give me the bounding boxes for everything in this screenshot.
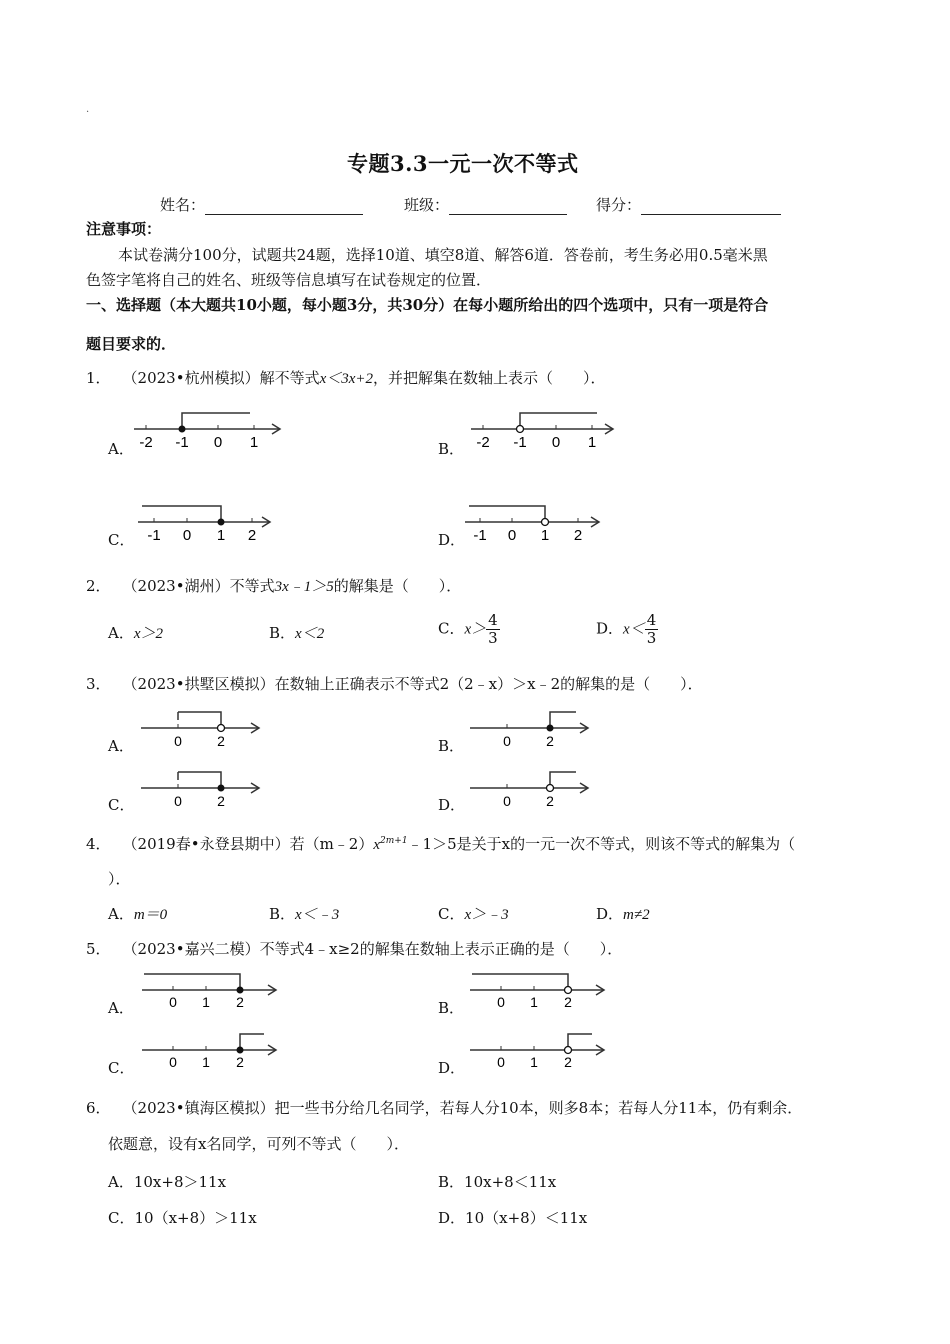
- option-text: x＞2: [133, 626, 164, 642]
- q1-num: 1．: [86, 369, 111, 387]
- tick-label: -1: [473, 527, 487, 543]
- tick-label: -1: [513, 434, 527, 450]
- q5-option-a-label[interactable]: A．: [108, 999, 134, 1017]
- q1-option-d-numberline[interactable]: [461, 498, 611, 543]
- tick-label: -2: [139, 434, 153, 450]
- q2-tail: 的解集是（ ）．: [333, 577, 462, 595]
- q5-tail: 的解集在数轴上表示正确的是（ ）．: [359, 940, 623, 958]
- q3-num: 3．: [86, 675, 111, 693]
- option-label: B．: [269, 624, 296, 642]
- q5-option-d-label[interactable]: D．: [438, 1059, 466, 1077]
- q2-option-b[interactable]: [269, 622, 324, 643]
- question-4-stem: [86, 831, 795, 855]
- q3-option-a-label[interactable]: A．: [108, 737, 134, 755]
- option-label: A．: [108, 624, 134, 642]
- q4-num: 4．: [86, 835, 111, 853]
- tick-label: 0: [169, 994, 177, 1010]
- q5-option-a-numberline[interactable]: [138, 966, 283, 1010]
- q4-option-a[interactable]: [108, 903, 167, 924]
- section-heading-line-2: 题目要求的．: [86, 335, 177, 353]
- tick-label: 0: [169, 1054, 177, 1070]
- name-blank[interactable]: [205, 198, 363, 215]
- question-3-stem: [86, 674, 703, 694]
- q1-option-c-numberline[interactable]: [134, 498, 284, 543]
- q3-option-b-numberline[interactable]: [466, 706, 596, 750]
- tick-label: 2: [564, 994, 572, 1010]
- tick-label: -2: [476, 434, 490, 450]
- q3-inequality: 2（2﹣x）＞x﹣2: [439, 675, 561, 693]
- q4-source: （2019春•永登县期中）若（m﹣2）: [122, 835, 374, 853]
- notes-line-2: 色签字笔将自己的姓名、班级等信息填写在试卷规定的位置．: [86, 271, 492, 289]
- option-text: x＜2: [295, 626, 325, 642]
- option-label: D．: [438, 1209, 466, 1227]
- q3-option-d-label[interactable]: D．: [438, 796, 466, 814]
- tick-label: 2: [573, 527, 583, 543]
- q2-num: 2．: [86, 577, 111, 595]
- option-label: C．: [438, 619, 465, 638]
- q4-exponent: 2m+1: [380, 836, 408, 846]
- tick-label: 0: [503, 793, 511, 809]
- tick-label: 2: [217, 793, 225, 809]
- q6-option-b[interactable]: [438, 1171, 556, 1192]
- q2-option-c[interactable]: [438, 612, 500, 647]
- tick-label: 1: [216, 527, 226, 543]
- tick-label: 0: [182, 527, 192, 543]
- class-field[interactable]: [404, 194, 567, 215]
- section-heading-line-1: 一、选择题（本大题共10小题，每小题3分，共30分）在每小题所给出的四个选项中，只有一项是符合: [86, 296, 769, 314]
- q4-stem-end: ）．: [108, 870, 131, 888]
- q2-inequality: 3x﹣1＞5: [274, 579, 334, 595]
- page-title: 专题3.3一元一次不等式: [347, 151, 579, 176]
- q6-num: 6．: [86, 1099, 111, 1117]
- question-5-stem: [86, 939, 622, 959]
- option-text: x＞﹣3: [464, 907, 509, 923]
- q5-source: （2023•嘉兴二模）不等式: [122, 940, 305, 958]
- option-text: 10（x+8）＜11x: [465, 1209, 588, 1227]
- tick-label: 2: [546, 733, 554, 749]
- q4-option-c[interactable]: [438, 903, 509, 924]
- tick-label: 1: [587, 434, 597, 450]
- q6-line-2: 依题意，设有x名同学，可列不等式（ ）．: [108, 1135, 409, 1153]
- q6-option-a[interactable]: [108, 1171, 226, 1192]
- q1-inequality: x＜3x+2: [319, 371, 374, 387]
- option-text: 10（x+8）＞11x: [134, 1209, 257, 1227]
- option-text: x＞: [464, 621, 487, 638]
- name-label: 姓名：: [160, 196, 206, 214]
- q3-option-c-label[interactable]: C．: [108, 796, 135, 814]
- tick-label: 2: [546, 793, 554, 809]
- q4-base: x: [373, 837, 381, 853]
- tick-label: 1: [202, 994, 210, 1010]
- q4-option-d[interactable]: [596, 903, 650, 924]
- option-label: C．: [108, 1209, 135, 1227]
- q3-source: （2023•拱墅区模拟）在数轴上正确表示不等式: [122, 675, 440, 693]
- tick-label: 2: [564, 1054, 572, 1070]
- q5-option-c-numberline[interactable]: [138, 1026, 283, 1070]
- tick-label: 2: [217, 733, 225, 749]
- q5-option-d-numberline[interactable]: [466, 1026, 611, 1070]
- tick-label: 0: [507, 527, 517, 543]
- tick-label: 0: [551, 434, 561, 450]
- tick-label: 1: [202, 1054, 210, 1070]
- q6-line-1: （2023•镇海区模拟）把一些书分给几名同学，若每人分10本，则多8本；若每人分11本，仍有剩余．: [122, 1099, 803, 1117]
- q5-num: 5．: [86, 940, 111, 958]
- option-text: m＝0: [133, 907, 168, 923]
- score-blank[interactable]: [641, 198, 781, 215]
- q2-source: （2023•湖州）不等式: [122, 577, 275, 595]
- q3-option-d-numberline[interactable]: [466, 766, 596, 810]
- q2-option-d[interactable]: [596, 612, 658, 647]
- tick-label: -1: [175, 434, 189, 450]
- q2-option-a[interactable]: [108, 622, 163, 643]
- option-label: A．: [108, 905, 134, 923]
- option-text: x＜﹣3: [295, 907, 340, 923]
- tick-label: 0: [174, 733, 182, 749]
- q1-option-d-label[interactable]: D．: [438, 531, 466, 549]
- option-text: 10x+8＞11x: [133, 1173, 227, 1191]
- notes-line-1: 本试卷满分100分，试题共24题，选择10道、填空8道、解答6道．答卷前，考生务必用0.5毫米黑: [118, 246, 768, 264]
- class-label: 班级：: [404, 196, 450, 214]
- option-text: m≠2: [623, 907, 650, 923]
- option-label: B．: [269, 905, 296, 923]
- notes-heading: 注意事项：: [86, 220, 162, 238]
- fraction: $\frac{4}{3}$: [646, 611, 657, 647]
- option-label: A．: [108, 1173, 134, 1191]
- option-text: 10x+8＜11x: [464, 1173, 557, 1191]
- q3-tail: 的解集的是（ ）．: [560, 675, 703, 693]
- question-6-stem: [86, 1098, 802, 1118]
- tick-label: 2: [247, 527, 257, 543]
- tick-label: 2: [236, 1054, 244, 1070]
- q1-option-a-numberline[interactable]: [130, 405, 290, 450]
- q3-option-c-numberline[interactable]: [137, 766, 267, 810]
- q3-option-b-label[interactable]: B．: [438, 737, 465, 755]
- q5-option-c-label[interactable]: C．: [108, 1059, 135, 1077]
- q5-inequality: 4﹣x≥2: [304, 940, 360, 958]
- q1-option-b-numberline[interactable]: [467, 405, 627, 450]
- option-text: x＜: [623, 621, 645, 638]
- tick-label: -1: [147, 527, 161, 543]
- option-label: C．: [438, 905, 465, 923]
- q1-source: （2023•杭州模拟）解不等式: [122, 369, 320, 387]
- q4-tail: ﹣1＞5是关于x的一元一次不等式，则该不等式的解集为（: [407, 835, 796, 853]
- tick-label: 0: [174, 793, 182, 809]
- tick-label: 1: [540, 527, 550, 543]
- q1-tail: ，并把解集在数轴上表示（ ）．: [373, 369, 606, 387]
- question-2-stem: [86, 576, 461, 597]
- q4-option-b[interactable]: [269, 903, 339, 924]
- name-field[interactable]: [160, 194, 363, 215]
- score-field[interactable]: [596, 194, 781, 215]
- q5-option-b-numberline[interactable]: [466, 966, 611, 1010]
- class-blank[interactable]: [449, 198, 567, 215]
- option-label: B．: [438, 1173, 465, 1191]
- tick-label: 1: [530, 1054, 538, 1070]
- tick-label: 2: [236, 994, 244, 1010]
- q6-option-d[interactable]: [438, 1207, 587, 1228]
- tick-label: 1: [249, 434, 259, 450]
- tick-label: 0: [213, 434, 223, 450]
- tick-label: 1: [530, 994, 538, 1010]
- tick-label: 0: [503, 733, 511, 749]
- option-label: D．: [596, 619, 624, 638]
- option-label: D．: [596, 905, 624, 923]
- q6-option-c[interactable]: [108, 1207, 257, 1228]
- q1-option-b-label[interactable]: B．: [438, 440, 465, 458]
- q3-option-a-numberline[interactable]: [137, 706, 267, 750]
- tick-label: 0: [497, 994, 505, 1010]
- tick-label: 0: [497, 1054, 505, 1070]
- fraction: $\frac{4}{3}$: [488, 611, 498, 647]
- question-1-stem: [86, 368, 606, 389]
- score-label: 得分：: [596, 196, 642, 214]
- q1-option-c-label[interactable]: C．: [108, 531, 135, 549]
- q1-option-a-label[interactable]: A．: [108, 440, 134, 458]
- margin-mark: .: [86, 104, 90, 115]
- q5-option-b-label[interactable]: B．: [438, 999, 465, 1017]
